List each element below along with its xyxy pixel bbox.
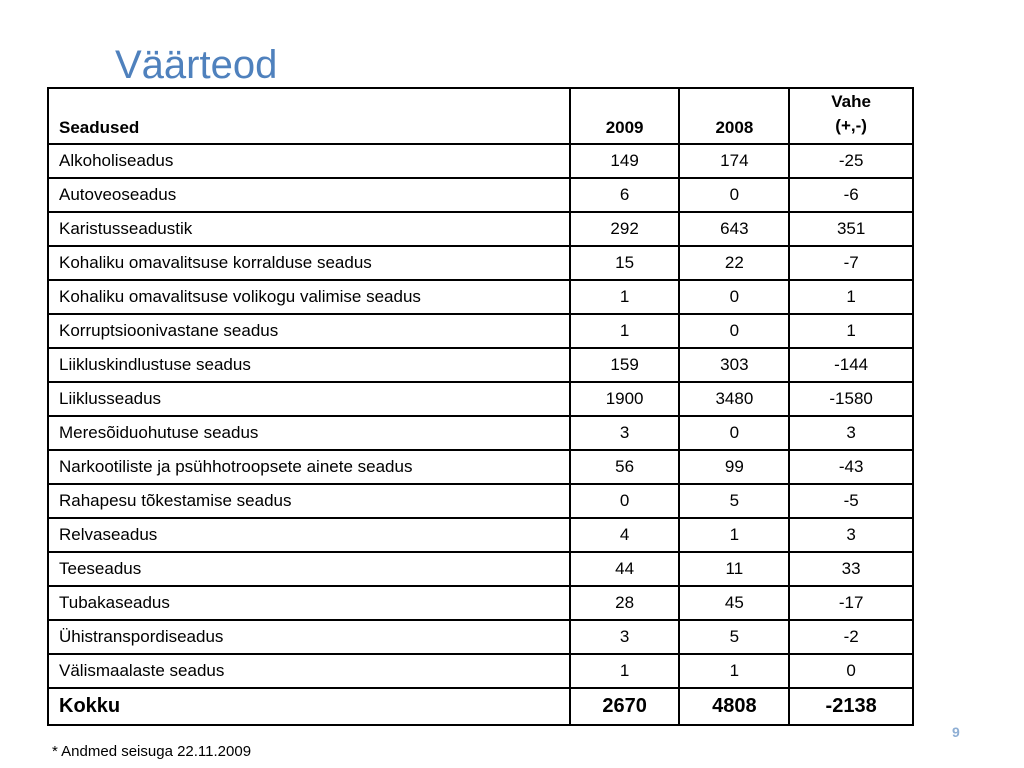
cell-law-name: Rahapesu tõkestamise seadus	[48, 484, 570, 518]
cell-2009: 0	[570, 484, 680, 518]
cell-2008: 303	[679, 348, 789, 382]
table-body	[48, 144, 913, 725]
cell-law-name: Tubakaseadus	[48, 586, 570, 620]
cell-2008: 0	[679, 280, 789, 314]
cell-law-name: Karistusseadustik	[48, 212, 570, 246]
table-row	[48, 246, 913, 280]
table-row	[48, 450, 913, 484]
cell-difference: -144	[789, 348, 913, 382]
cell-2008: 5	[679, 484, 789, 518]
table-row	[48, 484, 913, 518]
page-number: 9	[952, 724, 960, 740]
cell-2008: 11	[679, 552, 789, 586]
table-row	[48, 654, 913, 688]
cell-difference: -2	[789, 620, 913, 654]
cell-2009: 15	[570, 246, 680, 280]
cell-difference: 3	[789, 518, 913, 552]
header-2008: 2008	[679, 88, 789, 144]
cell-law-name: Ühistranspordiseadus	[48, 620, 570, 654]
cell-law-name: Korruptsioonivastane seadus	[48, 314, 570, 348]
cell-difference: 33	[789, 552, 913, 586]
header-difference-label: Vahe	[831, 92, 871, 111]
cell-2008: 643	[679, 212, 789, 246]
cell-difference: 1	[789, 314, 913, 348]
table-row	[48, 212, 913, 246]
total-row	[48, 688, 913, 725]
total-cell-difference: -2138	[789, 688, 913, 725]
table-row	[48, 382, 913, 416]
violations-table	[47, 87, 914, 726]
cell-2009: 159	[570, 348, 680, 382]
table-row	[48, 314, 913, 348]
cell-2008: 3480	[679, 382, 789, 416]
cell-2008: 45	[679, 586, 789, 620]
header-laws: Seadused	[48, 88, 570, 144]
cell-law-name: Välismaalaste seadus	[48, 654, 570, 688]
header-difference	[789, 88, 913, 144]
cell-2008: 1	[679, 518, 789, 552]
table-row	[48, 348, 913, 382]
cell-law-name: Narkootiliste ja psühhotroopsete ainete seadus	[48, 450, 570, 484]
cell-2008: 1	[679, 654, 789, 688]
cell-difference: 351	[789, 212, 913, 246]
cell-2009: 149	[570, 144, 680, 178]
cell-2009: 6	[570, 178, 680, 212]
header-2009: 2009	[570, 88, 680, 144]
cell-law-name: Meresõiduohutuse seadus	[48, 416, 570, 450]
table-row	[48, 518, 913, 552]
cell-2008: 0	[679, 314, 789, 348]
table-row	[48, 144, 913, 178]
cell-2009: 3	[570, 620, 680, 654]
cell-2008: 0	[679, 178, 789, 212]
table-row	[48, 416, 913, 450]
cell-law-name: Kohaliku omavalitsuse korralduse seadus	[48, 246, 570, 280]
cell-law-name: Autoveoseadus	[48, 178, 570, 212]
cell-2009: 28	[570, 586, 680, 620]
cell-difference: -6	[789, 178, 913, 212]
table-row	[48, 620, 913, 654]
total-cell-2008: 4808	[679, 688, 789, 725]
cell-2009: 1900	[570, 382, 680, 416]
table-row	[48, 586, 913, 620]
table-row	[48, 552, 913, 586]
cell-2009: 1	[570, 280, 680, 314]
cell-law-name: Kohaliku omavalitsuse volikogu valimise seadus	[48, 280, 570, 314]
cell-2008: 99	[679, 450, 789, 484]
cell-2009: 3	[570, 416, 680, 450]
cell-difference: -1580	[789, 382, 913, 416]
cell-law-name: Alkoholiseadus	[48, 144, 570, 178]
cell-law-name: Relvaseadus	[48, 518, 570, 552]
cell-difference: 3	[789, 416, 913, 450]
cell-2008: 5	[679, 620, 789, 654]
table-row	[48, 280, 913, 314]
cell-2009: 292	[570, 212, 680, 246]
cell-2009: 44	[570, 552, 680, 586]
cell-law-name: Liiklusseadus	[48, 382, 570, 416]
cell-2008: 22	[679, 246, 789, 280]
cell-difference: -25	[789, 144, 913, 178]
cell-difference: 0	[789, 654, 913, 688]
cell-difference: -43	[789, 450, 913, 484]
header-difference-sign: (+,-)	[835, 116, 867, 135]
cell-2009: 1	[570, 654, 680, 688]
cell-2008: 0	[679, 416, 789, 450]
cell-2009: 4	[570, 518, 680, 552]
cell-2009: 56	[570, 450, 680, 484]
table-row	[48, 178, 913, 212]
slide-title: Väärteod	[115, 43, 278, 87]
cell-2009: 1	[570, 314, 680, 348]
cell-difference: -7	[789, 246, 913, 280]
cell-difference: 1	[789, 280, 913, 314]
cell-law-name: Liikluskindlustuse seadus	[48, 348, 570, 382]
cell-difference: -17	[789, 586, 913, 620]
total-cell-2009: 2670	[570, 688, 680, 725]
total-cell-law-name: Kokku	[48, 688, 570, 725]
cell-2008: 174	[679, 144, 789, 178]
cell-difference: -5	[789, 484, 913, 518]
footnote: * Andmed seisuga 22.11.2009	[52, 743, 252, 760]
table-header-row	[48, 88, 913, 144]
cell-law-name: Teeseadus	[48, 552, 570, 586]
